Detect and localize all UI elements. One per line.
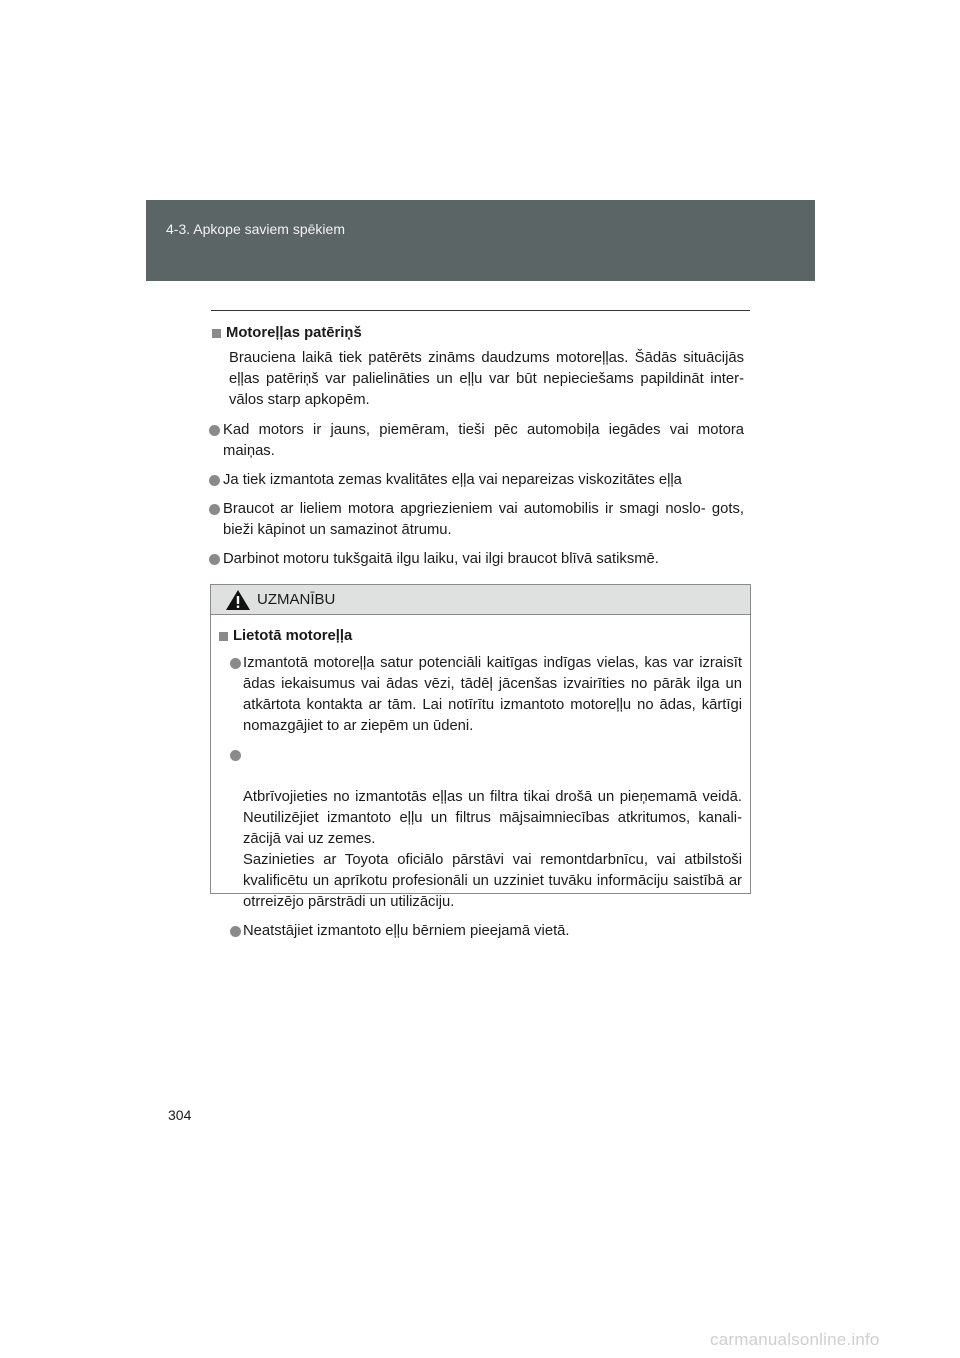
section-heading (212, 323, 744, 344)
caution-title: UZMANĪBU (257, 591, 336, 608)
bullet-icon (209, 475, 220, 486)
list-item: Neatstājiet izmantoto eļļu bērniem pieejamā vietā. (243, 921, 742, 942)
bullet-icon (230, 750, 241, 761)
bullet-icon (230, 926, 241, 937)
section-header-bar (146, 200, 815, 281)
caution-box (210, 584, 751, 939)
list-item: Ja tiek izmantota zemas kvalitātes eļļa vai nepareizas viskozitātes eļļa (223, 470, 744, 491)
bullet-icon (209, 554, 220, 565)
oil-consumption-section (212, 323, 744, 578)
list-item: Atbrīvojieties no izmantotās eļļas un filtra tikai drošā un pieņemamā veidā. Neutilizējiet izmantoto eļļu un filtrus mājsaimniecības atkritumos, kanali- zācijā vai uz zemes. Sazinieties ar Toyota oficiālo pārstāvi vai remontdarbnīcu, vai atbilstoši kvalificētu un aprīkotu profesionāli un uzziniet tuvāku informāciju saistībā ar otrreizējo pārstrādi un utilizāciju. (243, 745, 742, 913)
page-number: 304 (168, 1107, 192, 1123)
top-divider (211, 310, 750, 311)
list-item: Braucot ar lieliem motora apgriezieniem vai automobilis ir smagi noslo- gots, bieži kāpinot un samazinot ātrumu. (223, 499, 744, 541)
section-heading-text: Motoreļļas patēriņš (226, 325, 362, 341)
bullet-icon (209, 504, 220, 515)
caution-bullet-list (219, 653, 742, 942)
bullet-icon (209, 425, 220, 436)
caution-heading-text: Lietotā motoreļļa (233, 628, 353, 644)
square-marker-icon (219, 632, 228, 641)
list-item: Kad motors ir jauns, piemēram, tieši pēc automobiļa iegādes vai motora maiņas. (223, 420, 744, 462)
intro-paragraph: Brauciena laikā tiek patērēts zināms daudzums motoreļļas. Šādās situācijās eļļas patēriņš var palielināties un eļļu var būt nepieciešams papildināt inter- vālos starp apkopēm. (229, 350, 744, 408)
caution-header (211, 585, 750, 615)
section-title: 4-3. Apkope saviem spēkiem (166, 221, 345, 237)
watermark: carmanualsonline.info (710, 1330, 880, 1349)
bullet-list (212, 420, 744, 570)
caution-body (211, 615, 750, 942)
caution-heading (219, 626, 742, 647)
warning-triangle-icon (225, 589, 251, 611)
square-marker-icon (212, 329, 221, 338)
bullet-icon (230, 658, 241, 669)
list-item: Darbinot motoru tukšgaitā ilgu laiku, vai ilgi braucot blīvā satiksmē. (223, 549, 744, 570)
list-item: Izmantotā motoreļļa satur potenciāli kaitīgas indīgas vielas, kas var izraisīt ādas iekaisumus vai ādas vēzi, tādēļ jācenšas izvairīties no pārāk ilga un atkārtota kontakta ar tām. Lai notīrītu izmantoto motoreļļu no ādas, kārtīgi nomazgājiet to ar ziepēm un ūdeni. (243, 653, 742, 737)
